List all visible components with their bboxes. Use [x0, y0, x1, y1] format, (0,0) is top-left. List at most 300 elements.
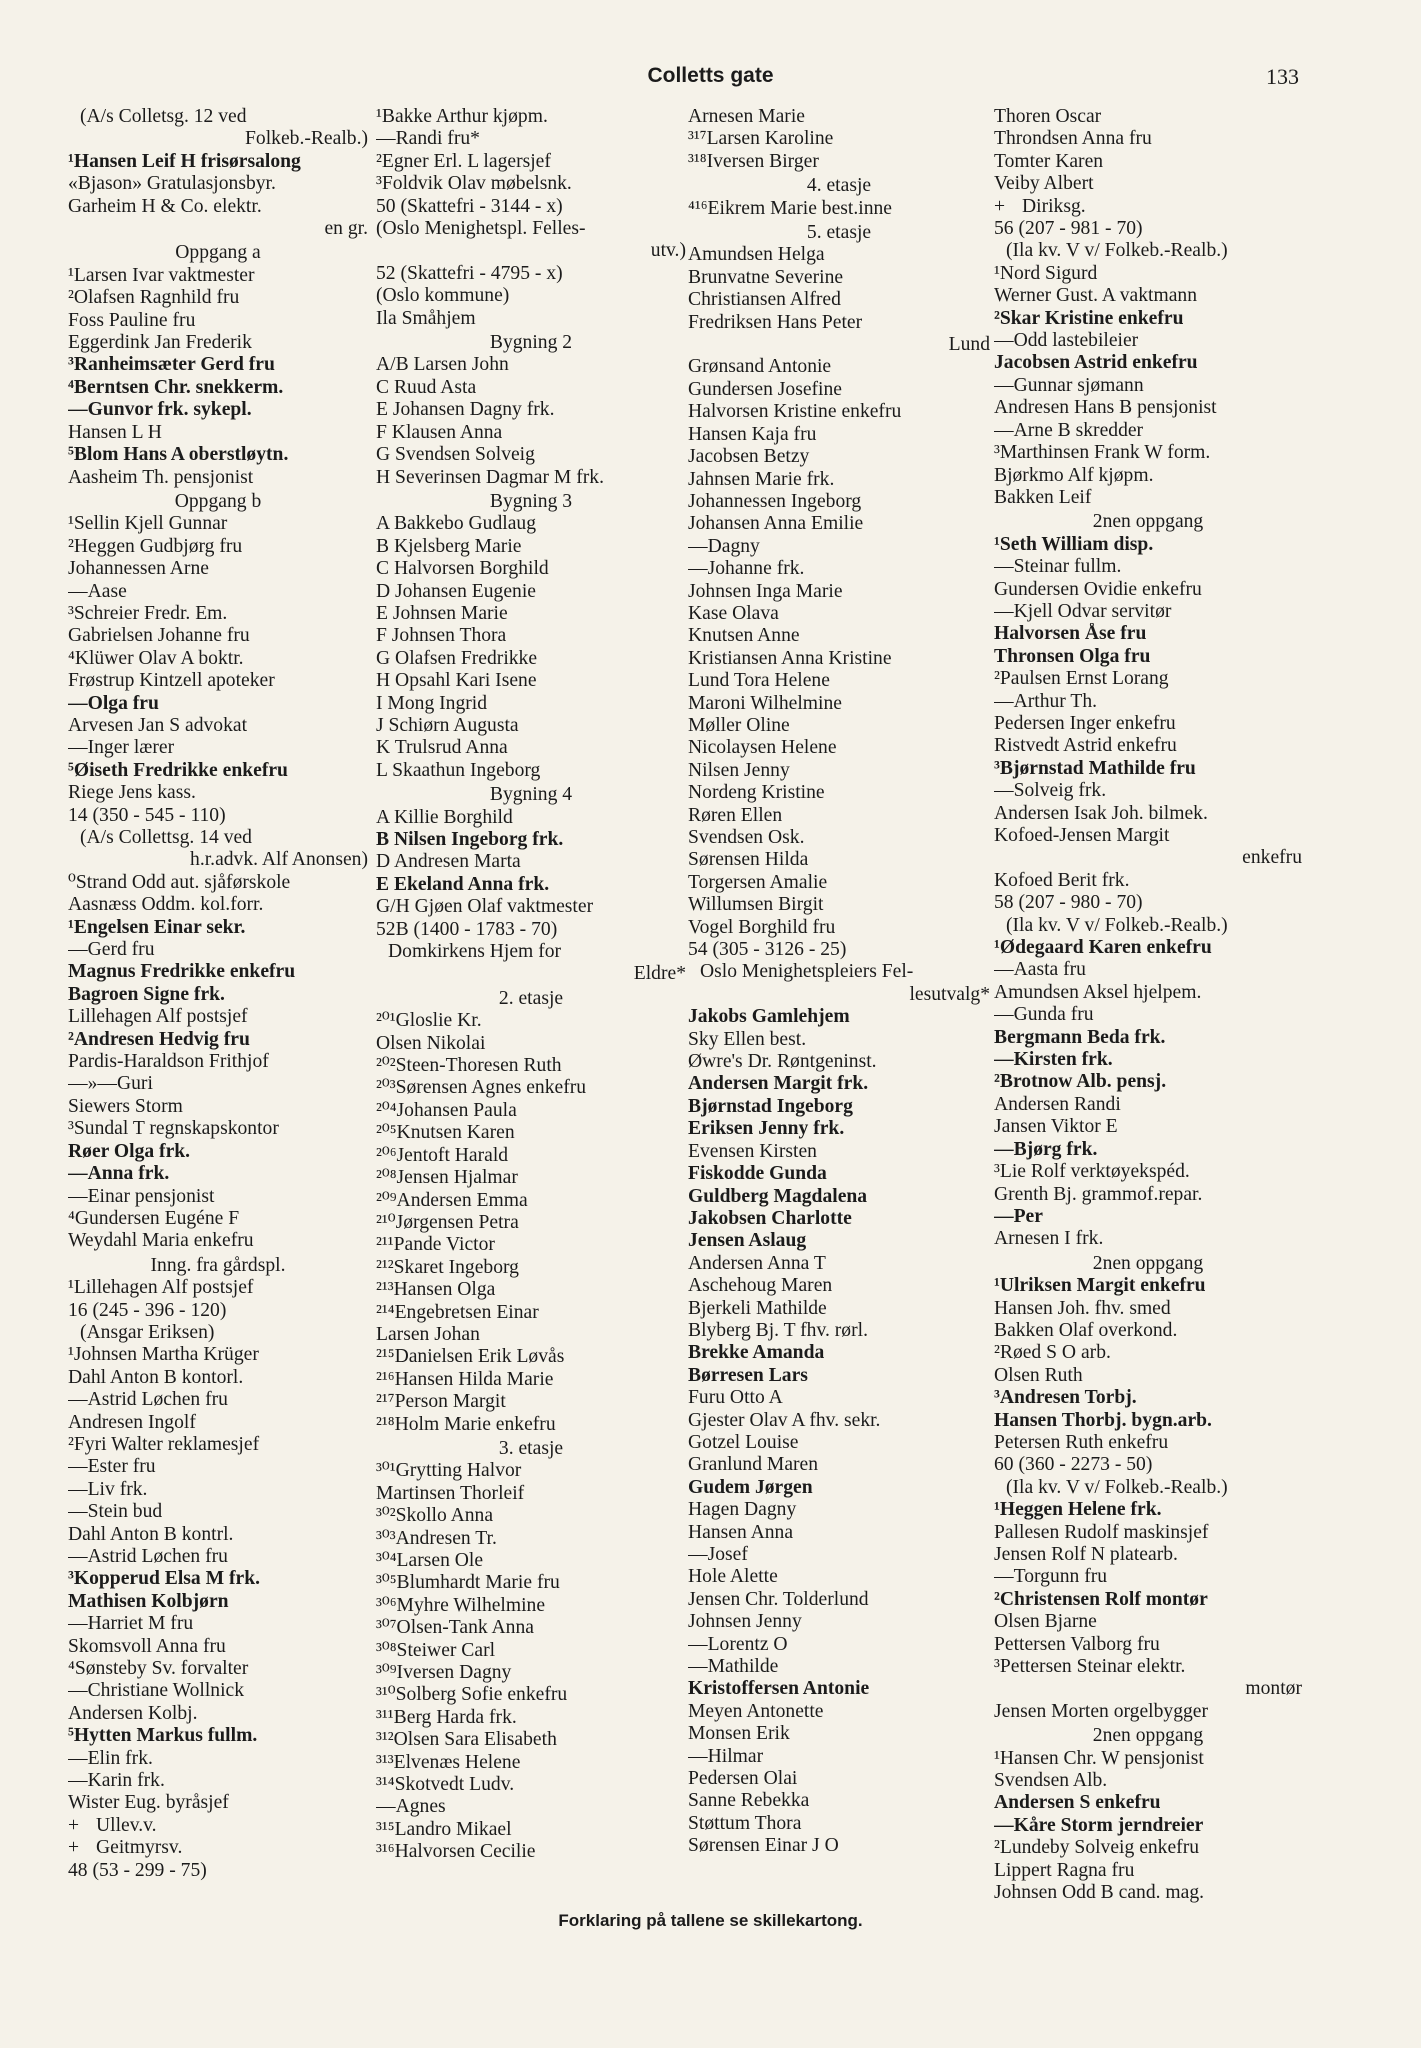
- directory-entry: ²¹⁰Jørgensen Petra: [376, 1211, 519, 1233]
- directory-entry: Pettersen Valborg fru: [994, 1633, 1160, 1655]
- directory-entry: —Anna frk.: [68, 1163, 170, 1185]
- directory-entry: —Gerd fru: [68, 939, 155, 961]
- directory-entry: Willumsen Birgit: [688, 894, 824, 916]
- directory-entry: ²Egner Erl. L lagersjef: [376, 150, 551, 172]
- directory-entry: ²Røed S O arb.: [994, 1342, 1111, 1364]
- directory-entry: ³¹¹Berg Harda frk.: [376, 1706, 517, 1728]
- directory-entry: Bagroen Signe frk.: [68, 983, 225, 1005]
- directory-entry: ¹Hansen Leif H frisørsalong: [68, 150, 301, 172]
- directory-entry: ²¹²Skaret Ingeborg: [376, 1256, 519, 1278]
- directory-entry: ³⁰³Andresen Tr.: [376, 1527, 497, 1549]
- directory-entry: ²⁰²Steen-Thoresen Ruth: [376, 1055, 562, 1077]
- directory-entry: ¹Lillehagen Alf postsjef: [68, 1277, 254, 1299]
- directory-entry: ²Fyri Walter reklamesjef: [68, 1433, 260, 1455]
- directory-entry: h.r.advk. Alf Anonsen): [190, 849, 368, 871]
- directory-entry: Foss Pauline fru: [68, 309, 196, 331]
- directory-entry: Jahnsen Marie frk.: [688, 468, 835, 490]
- directory-entry: ³⁰⁷Olsen-Tank Anna: [376, 1617, 534, 1639]
- directory-entry: ²Paulsen Ernst Lorang: [994, 668, 1169, 690]
- directory-entry: Gotzel Louise: [688, 1431, 799, 1453]
- directory-entry: Jakobs Gamlehjem: [688, 1006, 850, 1028]
- directory-entry: en gr.: [324, 218, 368, 240]
- directory-entry: (Ila kv. V v/ Folkeb.-Realb.): [1006, 1476, 1228, 1498]
- directory-entry: —Harriet M fru: [68, 1613, 194, 1635]
- directory-entry: ³⁰⁹Iversen Dagny: [376, 1662, 512, 1684]
- directory-entry: —Gunvor frk. sykepl.: [68, 399, 252, 421]
- directory-entry: E Johansen Dagny frk.: [376, 399, 555, 421]
- directory-entry: ⁴Gundersen Eugéne F: [68, 1207, 240, 1229]
- directory-entry: Eriksen Jenny frk.: [688, 1118, 845, 1140]
- directory-entry: Riege Jens kass.: [68, 782, 196, 804]
- directory-entry: ³Pettersen Steinar elektr.: [994, 1656, 1186, 1678]
- directory-entry: Oslo Menighetspleiers Fel-: [700, 961, 914, 983]
- directory-entry: Andresen Ingolf: [68, 1411, 196, 1433]
- directory-entry: F Johnsen Thora: [376, 625, 507, 647]
- directory-entry: Amundsen Aksel hjelpem.: [994, 981, 1202, 1003]
- section-heading: Bygning 3: [489, 490, 573, 512]
- section-heading: 2nen oppgang: [1092, 1725, 1204, 1747]
- directory-entry: Jensen Rolf N platearb.: [994, 1544, 1178, 1565]
- directory-entry: Eldre*: [633, 963, 686, 985]
- directory-entry: —Aase: [68, 580, 127, 602]
- directory-entry: Thoren Oscar: [994, 106, 1102, 127]
- directory-entry: ³⁰⁴Larsen Ole: [376, 1550, 484, 1571]
- directory-entry: ³¹⁴Skotvedt Ludv.: [376, 1774, 515, 1796]
- directory-entry: + Diriksg.: [994, 195, 1086, 217]
- directory-entry: ²¹⁵Danielsen Erik Løvås: [376, 1346, 565, 1368]
- directory-entry: Jansen Viktor E: [994, 1116, 1118, 1138]
- column-3: [688, 106, 990, 1858]
- directory-entry: Sky Ellen best.: [688, 1028, 807, 1050]
- directory-entry: Knutsen Anne: [688, 625, 800, 647]
- directory-entry: Andersen Kolbj.: [68, 1702, 198, 1724]
- directory-entry: —Kirsten frk.: [994, 1049, 1113, 1071]
- directory-entry: Folkeb.-Realb.): [245, 128, 368, 150]
- directory-entry: Andersen Isak Joh. bilmek.: [994, 802, 1208, 824]
- directory-entry: Jensen Chr. Tolderlund: [688, 1588, 869, 1610]
- directory-entry: ¹Sellin Kjell Gunnar: [68, 513, 228, 535]
- directory-entry: utv.): [650, 240, 686, 262]
- directory-entry: Mathisen Kolbjørn: [68, 1590, 229, 1612]
- directory-entry: Nicolaysen Helene: [688, 737, 837, 759]
- directory-entry: ³Andresen Torbj.: [994, 1387, 1137, 1409]
- directory-entry: Bakken Olaf overkond.: [994, 1319, 1178, 1341]
- directory-entry: Johnsen Odd B cand. mag.: [994, 1882, 1205, 1904]
- directory-entry: Andersen Randi: [994, 1093, 1121, 1115]
- directory-entry: Hansen Anna: [688, 1521, 794, 1543]
- directory-entry: Siewers Storm: [68, 1095, 183, 1117]
- directory-entry: Jacobsen Betzy: [688, 446, 810, 468]
- directory-entry: Kristoffersen Antonie: [688, 1678, 870, 1700]
- directory-entry: —Bjørg frk.: [994, 1138, 1098, 1160]
- section-heading: Bygning 2: [489, 332, 573, 354]
- directory-entry: —Arne B skredder: [994, 419, 1144, 441]
- directory-entry: ³Marthinsen Frank W form.: [994, 442, 1211, 464]
- directory-entry: ³¹³Elvenæs Helene: [376, 1751, 521, 1773]
- directory-entry: ²Brotnow Alb. pensj.: [994, 1071, 1167, 1093]
- directory-entry: —Elin frk.: [68, 1747, 153, 1769]
- directory-entry: H Opsahl Kari Isene: [376, 670, 537, 692]
- directory-entry: D Johansen Eugenie: [376, 580, 536, 602]
- directory-entry: —Randi fru*: [376, 128, 480, 150]
- directory-entry: ¹Engelsen Einar sekr.: [68, 916, 246, 938]
- directory-entry: (Ansgar Eriksen): [80, 1321, 215, 1343]
- directory-entry: Magnus Fredrikke enkefru: [68, 961, 296, 983]
- column-1: [68, 106, 368, 1882]
- directory-entry: Andersen Margit frk.: [688, 1073, 869, 1095]
- directory-entry: Bakken Leif: [994, 486, 1092, 508]
- directory-entry: (A/s Collettsg. 14 ved: [80, 827, 252, 848]
- directory-entry: B Kjelsberg Marie: [376, 535, 522, 557]
- directory-entry: ¹Ulriksen Margit enkefru: [994, 1275, 1206, 1297]
- directory-entry: Gundersen Josefine: [688, 378, 842, 400]
- directory-entry: Johannessen Ingeborg: [688, 490, 862, 512]
- directory-entry: ²⁰¹Gloslie Kr.: [376, 1010, 482, 1032]
- directory-entry: ³⁰⁶Myhre Wilhelmine: [376, 1594, 546, 1616]
- directory-entry: Sørensen Hilda: [688, 849, 809, 871]
- directory-entry: Andresen Hans B pensjonist: [994, 397, 1217, 419]
- directory-entry: Johansen Anna Emilie: [688, 513, 864, 535]
- address-heading: 48 (53 - 299 - 75): [68, 1859, 207, 1881]
- directory-entry: ¹Johnsen Martha Krüger: [68, 1344, 259, 1366]
- directory-entry: ³Ranheimsæter Gerd fru: [68, 354, 275, 376]
- section-heading: Inng. fra gårdspl.: [150, 1254, 286, 1276]
- directory-entry: Olsen Bjarne: [994, 1611, 1097, 1633]
- directory-entry: Kofoed Berit frk.: [994, 869, 1130, 891]
- directory-entry: ³Schreier Fredr. Em.: [68, 602, 228, 624]
- section-heading: 5. etasje: [806, 222, 872, 244]
- directory-entry: Pedersen Olai: [688, 1768, 798, 1790]
- directory-entry: (Ila kv. V v/ Folkeb.-Realb.): [1006, 914, 1228, 936]
- directory-entry: Dahl Anton B kontorl.: [68, 1366, 244, 1388]
- directory-entry: —Arthur Th.: [994, 690, 1098, 712]
- directory-entry: ²¹⁷Person Margit: [376, 1391, 506, 1413]
- directory-entry: ³¹⁵Landro Mikael: [376, 1818, 512, 1840]
- address-heading: 52 (Skattefri - 4795 - x): [376, 262, 563, 284]
- directory-entry: Hansen Thorbj. bygn.arb.: [994, 1409, 1212, 1431]
- directory-entry: Larsen Johan: [376, 1323, 480, 1345]
- directory-entry: ³¹⁸Iversen Birger: [688, 150, 819, 172]
- directory-entry: Vogel Borghild fru: [688, 916, 836, 938]
- directory-entry: —Gunnar sjømann: [994, 374, 1144, 396]
- section-heading: 2nen oppgang: [1092, 1252, 1204, 1274]
- directory-entry: Fiskodde Gunda: [688, 1163, 827, 1185]
- directory-entry: ⁰Strand Odd aut. sjåførskole: [68, 871, 291, 893]
- directory-entry: ²Olafsen Ragnhild fru: [68, 287, 240, 309]
- directory-entry: ²⁰⁸Jensen Hjalmar: [376, 1167, 518, 1189]
- directory-entry: —Josef: [688, 1544, 748, 1565]
- directory-entry: Arvesen Jan S advokat: [68, 714, 248, 736]
- column-4: [994, 106, 1302, 1905]
- directory-entry: Amundsen Helga: [688, 244, 825, 266]
- directory-entry: Weydahl Maria enkefru: [68, 1230, 254, 1252]
- directory-entry: Kase Olava: [688, 602, 779, 624]
- section-heading: 4. etasje: [806, 175, 872, 197]
- directory-entry: —Gunda fru: [994, 1004, 1094, 1026]
- section-heading: Bygning 4: [489, 784, 573, 806]
- directory-entry: ¹Hansen Chr. W pensjonist: [994, 1747, 1204, 1769]
- directory-entry: ⁵Blom Hans A oberstløytn.: [68, 444, 289, 466]
- address-heading: 58 (207 - 980 - 70): [994, 892, 1143, 914]
- directory-entry: —Astrid Løchen fru: [68, 1389, 228, 1411]
- directory-entry: ²Andresen Hedvig fru: [68, 1028, 250, 1050]
- directory-entry: Andersen S enkefru: [994, 1792, 1161, 1814]
- directory-entry: B Nilsen Ingeborg frk.: [376, 829, 564, 850]
- directory-entry: —Odd lastebileier: [994, 330, 1139, 352]
- address-heading: 60 (360 - 2273 - 50): [994, 1454, 1153, 1476]
- directory-entry: Svendsen Osk.: [688, 827, 805, 848]
- directory-entry: —Kåre Storm jerndreier: [994, 1814, 1204, 1836]
- directory-entry: ³Bjørnstad Mathilde fru: [994, 757, 1196, 779]
- directory-entry: —Mathilde: [688, 1656, 779, 1678]
- directory-entry: ³¹⁷Larsen Karoline: [688, 128, 834, 150]
- directory-entry: —Dagny: [688, 535, 760, 557]
- directory-entry: —Aasta fru: [994, 959, 1086, 981]
- directory-entry: ²Skar Kristine enkefru: [994, 307, 1184, 329]
- directory-entry: ²¹³Hansen Olga: [376, 1279, 496, 1301]
- directory-entry: montør: [1245, 1678, 1302, 1700]
- directory-entry: Ila Småhjem: [376, 307, 476, 329]
- directory-entry: ⁴Berntsen Chr. snekkerm.: [68, 376, 284, 398]
- directory-entry: Hagen Dagny: [688, 1499, 797, 1521]
- directory-entry: Gjester Olav A fhv. sekr.: [688, 1409, 881, 1431]
- directory-entry: Skomsvoll Anna fru: [68, 1635, 226, 1657]
- directory-entry: Hole Alette: [688, 1566, 778, 1588]
- directory-entry: ²Christensen Rolf montør: [994, 1588, 1208, 1610]
- directory-entry: Røer Olga frk.: [68, 1140, 191, 1162]
- directory-entry: ¹Larsen Ivar vaktmester: [68, 264, 255, 286]
- directory-entry: ³⁰²Skollo Anna: [376, 1505, 494, 1527]
- directory-entry: Pallesen Rudolf maskinsjef: [994, 1521, 1209, 1543]
- directory-entry: —Astrid Løchen fru: [68, 1546, 228, 1567]
- directory-entry: Tomter Karen: [994, 150, 1104, 172]
- directory-entry: ³¹⁶Halvorsen Cecilie: [376, 1841, 536, 1863]
- directory-entry: Øwre's Dr. Røntgeninst.: [688, 1051, 877, 1073]
- directory-entry: Lippert Ragna fru: [994, 1859, 1135, 1881]
- directory-entry: Ristvedt Astrid enkefru: [994, 735, 1177, 757]
- directory-entry: Pardis-Haraldson Frithjof: [68, 1051, 269, 1073]
- directory-entry: Johannessen Arne: [68, 558, 209, 580]
- directory-entry: Grønsand Antonie: [688, 356, 832, 378]
- directory-entry: Petersen Ruth enkefru: [994, 1431, 1169, 1453]
- directory-entry: ²⁰⁶Jentoft Harald: [376, 1144, 509, 1166]
- directory-entry: ³Sundal T regnskapskontor: [68, 1118, 279, 1140]
- directory-entry: Throndsen Anna fru: [994, 128, 1152, 150]
- section-heading: 3. etasje: [498, 1437, 564, 1459]
- directory-entry: —Einar pensjonist: [68, 1185, 215, 1207]
- address-heading: 14 (350 - 545 - 110): [68, 804, 226, 826]
- directory-entry: ³Kopperud Elsa M frk.: [68, 1568, 261, 1590]
- directory-entry: —Lorentz O: [688, 1633, 788, 1655]
- cross-street-icon: +: [994, 195, 1006, 217]
- address-heading: 52B (1400 - 1783 - 70): [376, 918, 558, 940]
- directory-entry: ²¹⁴Engebretsen Einar: [376, 1301, 539, 1323]
- directory-entry: Dahl Anton B kontrl.: [68, 1523, 234, 1545]
- directory-entry: Brunvatne Severine: [688, 266, 844, 288]
- directory-entry: Andersen Anna T: [688, 1252, 826, 1274]
- directory-entry: L Skaathun Ingeborg: [376, 759, 541, 781]
- directory-entry: ³⁰⁵Blumhardt Marie fru: [376, 1572, 560, 1594]
- directory-entry: ¹Nord Sigurd: [994, 262, 1098, 284]
- directory-entry: Halvorsen Åse fru: [994, 623, 1147, 645]
- directory-entry: —Christiane Wollnick: [68, 1680, 245, 1702]
- directory-entry: Werner Gust. A vaktmann: [994, 285, 1198, 307]
- section-heading: 2nen oppgang: [1092, 511, 1204, 533]
- directory-entry: + Ullev.v.: [68, 1814, 157, 1836]
- directory-entry: ³⁰⁸Steiwer Carl: [376, 1639, 496, 1661]
- directory-entry: —Inger lærer: [68, 737, 175, 759]
- directory-entry: ³Foldvik Olav møbelsnk.: [376, 173, 572, 195]
- directory-entry: ³⁰¹Grytting Halvor: [376, 1460, 522, 1482]
- directory-entry: Granlund Maren: [688, 1454, 819, 1476]
- directory-entry: Nordeng Kristine: [688, 782, 825, 804]
- page-title: Colletts gate: [647, 64, 774, 87]
- directory-entry: G Svendsen Solveig: [376, 444, 535, 466]
- directory-entry: —Torgunn fru: [994, 1566, 1108, 1588]
- directory-entry: Veiby Albert: [994, 173, 1094, 195]
- directory-entry: K Trulsrud Anna: [376, 737, 508, 759]
- directory-entry: —Agnes: [376, 1796, 446, 1818]
- directory-entry: Jakobsen Charlotte: [688, 1207, 852, 1229]
- directory-entry: Lillehagen Alf postsjef: [68, 1006, 248, 1028]
- directory-entry: ⁵Øiseth Fredrikke enkefru: [68, 759, 288, 781]
- directory-entry: ⁴Klüwer Olav A boktr.: [68, 647, 244, 669]
- directory-entry: ²¹¹Pande Victor: [376, 1234, 495, 1256]
- directory-entry: (Oslo kommune): [376, 285, 510, 307]
- section-heading: 2. etasje: [498, 987, 564, 1009]
- directory-entry: ²⁰⁵Knutsen Karen: [376, 1122, 515, 1144]
- directory-entry: Bjørkmo Alf kjøpm.: [994, 464, 1154, 486]
- cross-street-icon: +: [68, 1814, 80, 1836]
- directory-entry: Jacobsen Astrid enkefru: [994, 352, 1198, 374]
- directory-entry: —Solveig frk.: [994, 780, 1107, 802]
- directory-entry: Kofoed-Jensen Margit: [994, 825, 1170, 846]
- directory-entry: ¹Heggen Helene frk.: [994, 1499, 1162, 1521]
- directory-entry: —Hilmar: [688, 1745, 764, 1767]
- directory-entry: Svendsen Alb.: [994, 1770, 1108, 1792]
- directory-entry: enkefru: [1242, 847, 1302, 869]
- address-heading: 50 (Skattefri - 3144 - x): [376, 195, 563, 217]
- directory-entry: A Bakkebo Gudlaug: [376, 513, 536, 535]
- directory-entry: Domkirkens Hjem for: [388, 941, 562, 963]
- page-header: [0, 60, 1421, 100]
- directory-entry: ¹Bakke Arthur kjøpm.: [376, 106, 548, 127]
- directory-entry: ³¹²Olsen Sara Elisabeth: [376, 1729, 557, 1751]
- directory-entry: Møller Oline: [688, 714, 790, 736]
- directory-entry: Kristiansen Anna Kristine: [688, 647, 892, 669]
- directory-entry: —Kjell Odvar servitør: [994, 600, 1172, 622]
- directory-entry: Maroni Wilhelmine: [688, 692, 842, 714]
- directory-entry: Brekke Amanda: [688, 1342, 825, 1364]
- directory-entry: Thronsen Olga fru: [994, 645, 1151, 667]
- directory-entry: Meyen Antonette: [688, 1700, 824, 1722]
- page-number: 133: [1266, 64, 1299, 89]
- directory-entry: Blyberg Bj. T fhv. rørl.: [688, 1319, 868, 1341]
- directory-entry: ¹Ødegaard Karen enkefru: [994, 937, 1212, 959]
- directory-entry: ²¹⁶Hansen Hilda Marie: [376, 1368, 554, 1390]
- section-heading: Oppgang a: [175, 242, 261, 264]
- section-heading: Oppgang b: [174, 490, 262, 512]
- column-2: [376, 106, 686, 1864]
- directory-entry: Hansen Kaja fru: [688, 423, 817, 445]
- directory-entry: Fredriksen Hans Peter: [688, 311, 863, 333]
- directory-entry: ²⁰⁹Andersen Emma: [376, 1189, 528, 1211]
- directory-entry: Aasheim Th. pensjonist: [68, 466, 254, 488]
- directory-entry: —Ester fru: [68, 1456, 156, 1478]
- directory-entry: C Halvorsen Borghild: [376, 558, 549, 580]
- directory-entry: Sørensen Einar J O: [688, 1835, 839, 1857]
- directory-entry: Johnsen Inga Marie: [688, 580, 843, 602]
- directory-entry: ³Lie Rolf verktøyekspéd.: [994, 1161, 1190, 1183]
- address-heading: 16 (245 - 396 - 120): [68, 1299, 227, 1321]
- directory-entry: Grenth Bj. grammof.repar.: [994, 1183, 1203, 1205]
- directory-entry: Aasnæss Oddm. kol.forr.: [68, 894, 264, 916]
- directory-entry: Aschehoug Maren: [688, 1275, 833, 1297]
- directory-entry: Bergmann Beda frk.: [994, 1026, 1166, 1048]
- directory-entry: Guldberg Magdalena: [688, 1185, 868, 1207]
- directory-entry: ⁵Hytten Markus fullm.: [68, 1725, 258, 1747]
- directory-entry: «Bjason» Gratulasjonsbyr.: [68, 173, 276, 195]
- directory-entry: Martinsen Thorleif: [376, 1482, 525, 1504]
- directory-entry: Jensen Aslaug: [688, 1230, 807, 1252]
- directory-entry: Børresen Lars: [688, 1364, 808, 1386]
- directory-entry: Wister Eug. byråsjef: [68, 1792, 229, 1814]
- directory-entry: Hansen L H: [68, 421, 162, 443]
- directory-entry: ⁴Sønsteby Sv. forvalter: [68, 1658, 249, 1680]
- directory-entry: Olsen Nikolai: [376, 1032, 486, 1054]
- directory-entry: lesutvalg*: [909, 983, 990, 1005]
- directory-entry: Frøstrup Kintzell apoteker: [68, 670, 275, 692]
- directory-entry: Lund Tora Helene: [688, 670, 830, 692]
- directory-entry: C Ruud Asta: [376, 376, 477, 398]
- directory-entry: Lund: [948, 334, 990, 356]
- directory-entry: (A/s Colletsg. 12 ved: [80, 106, 247, 127]
- directory-entry: Torgersen Amalie: [688, 871, 828, 893]
- directory-entry: ³¹⁰Solberg Sofie enkefru: [376, 1684, 568, 1706]
- directory-entry: Sanne Rebekka: [688, 1790, 810, 1812]
- directory-entry: Olsen Ruth: [994, 1364, 1083, 1386]
- directory-entry: —Steinar fullm.: [994, 556, 1122, 578]
- directory-entry: E Ekeland Anna frk.: [376, 873, 550, 895]
- directory-entry: Støttum Thora: [688, 1812, 802, 1834]
- directory-entry: Evensen Kirsten: [688, 1140, 817, 1162]
- directory-entry: Arnesen Marie: [688, 106, 805, 127]
- directory-entry: —Johanne frk.: [688, 558, 805, 580]
- directory-entry: —»—Guri: [68, 1073, 153, 1095]
- directory-entry: J Schiørn Augusta: [376, 714, 519, 736]
- directory-entry: —Stein bud: [68, 1501, 163, 1523]
- directory-entry: G Olafsen Fredrikke: [376, 647, 538, 669]
- directory-entry: ⁴¹⁶Eikrem Marie best.inne: [688, 197, 892, 219]
- directory-entry: + Geitmyrsv.: [68, 1837, 183, 1859]
- directory-entry: ¹Seth William disp.: [994, 533, 1154, 555]
- directory-entry: Gabrielsen Johanne fru: [68, 625, 250, 647]
- directory-entry: Monsen Erik: [688, 1723, 790, 1745]
- address-heading: 54 (305 - 3126 - 25): [688, 939, 847, 961]
- directory-entry: —Per: [994, 1205, 1043, 1227]
- directory-entry: Furu Otto A: [688, 1387, 783, 1409]
- directory-entry: Arnesen I frk.: [994, 1228, 1104, 1250]
- directory-entry: Eggerdink Jan Frederik: [68, 332, 252, 354]
- directory-entry: Pedersen Inger enkefru: [994, 712, 1176, 734]
- directory-entry: —Liv frk.: [68, 1478, 148, 1500]
- page-footer: Forklaring på tallene se skillekartong.: [558, 1911, 863, 1930]
- directory-entry: Halvorsen Kristine enkefru: [688, 401, 902, 423]
- directory-entry: Røren Ellen: [688, 804, 783, 826]
- directory-entry: Christiansen Alfred: [688, 289, 841, 311]
- directory-entry: Nilsen Jenny: [688, 759, 790, 781]
- directory-entry: A Killie Borghild: [376, 806, 513, 828]
